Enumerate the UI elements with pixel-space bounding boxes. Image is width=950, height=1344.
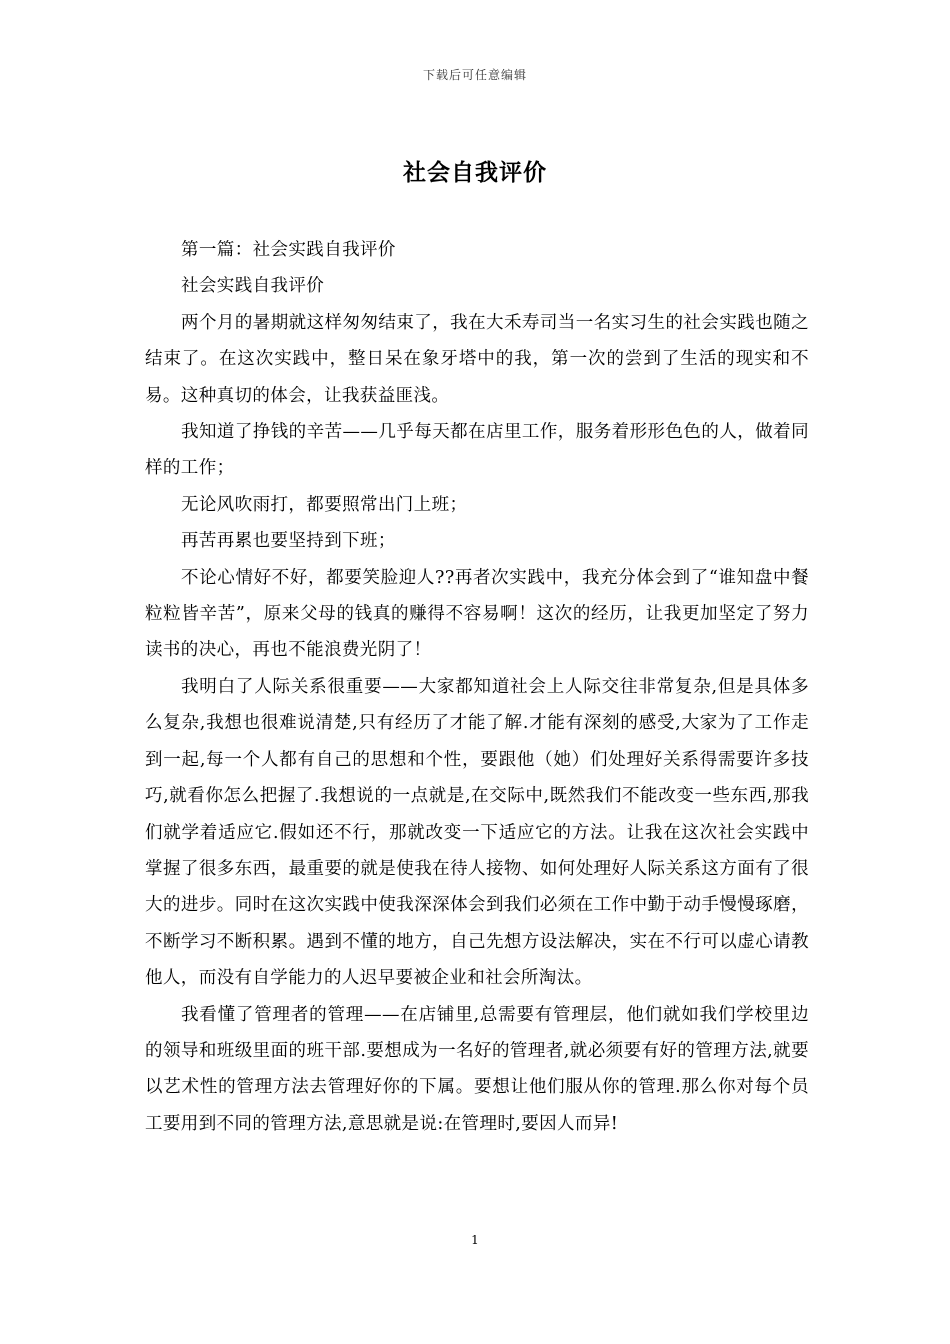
section-heading: 第一篇：社会实践自我评价	[181, 240, 396, 260]
document-title: 社会自我评价	[403, 159, 547, 186]
body-paragraph: 我看懂了管理者的管理——在店铺里,总需要有管理层，他们就如我们学校里边的领导和班级里面的班干部.要想成为一名好的管理者,就必须要有好的管理方法,就要以艺术性的管理方法去管理好你的下属。要想让他们服从你的管理.那么你对每个员工要用到不同的管理方法,意思就是说:在管理时,要因人而异!	[145, 1004, 809, 1134]
body-paragraph: 两个月的暑期就这样匆匆结束了，我在大禾寿司当一名实习生的社会实践也随之结束了。在这次实践中，整日呆在象牙塔中的我，第一次的尝到了生活的现实和不易。这种真切的体会，让我获益匪浅。	[145, 312, 809, 406]
body-paragraph: 无论风吹雨打，都要照常出门上班；	[181, 494, 468, 515]
body-paragraph: 再苦再累也要坚持到下班；	[181, 531, 396, 552]
body-paragraph: 我知道了挣钱的辛苦——几乎每天都在店里工作，服务着形形色色的人，做着同样的工作；	[145, 422, 809, 479]
body-paragraph: 我明白了人际关系很重要——大家都知道社会上人际交往非常复杂,但是具体多么复杂,我想也很难说清楚,只有经历了才能了解.才能有深刻的感受,大家为了工作走到一起,每一个人都有自己的思想和个性，要跟他（她）们处理好关系得需要许多技巧,就看你怎么把握了.我想说的一点就是,在交际中,既然我们不能改变一些东西,那我们就学着适应它.假如还不行，那就改变一下适应它的方法。让我在这次社会实践中掌握了很多东西，最重要的就是使我在待人接物、如何处理好人际关系这方面有了很大的进步。同时在这次实践中使我深深体会到我们必须在工作中勤于动手慢慢琢磨，不断学习不断积累。遇到不懂的地方，自己先想方设法解决，实在不行可以虚心请教他人，而没有自学能力的人迟早要被企业和社会所淘汰。	[145, 676, 809, 989]
page-number: 1	[471, 1233, 479, 1247]
document-body	[145, 232, 809, 1142]
subsection-heading: 社会实践自我评价	[181, 276, 325, 297]
body-paragraph: 不论心情好不好，都要笑脸迎人??再者次实践中，我充分体会到了“谁知盘中餐粒粒皆辛苦”，原来父母的钱真的赚得不容易啊！这次的经历，让我更加坚定了努力读书的决心，再也不能浪费光阴了！	[145, 567, 809, 661]
page-header: 下载后可任意编辑	[422, 68, 527, 82]
